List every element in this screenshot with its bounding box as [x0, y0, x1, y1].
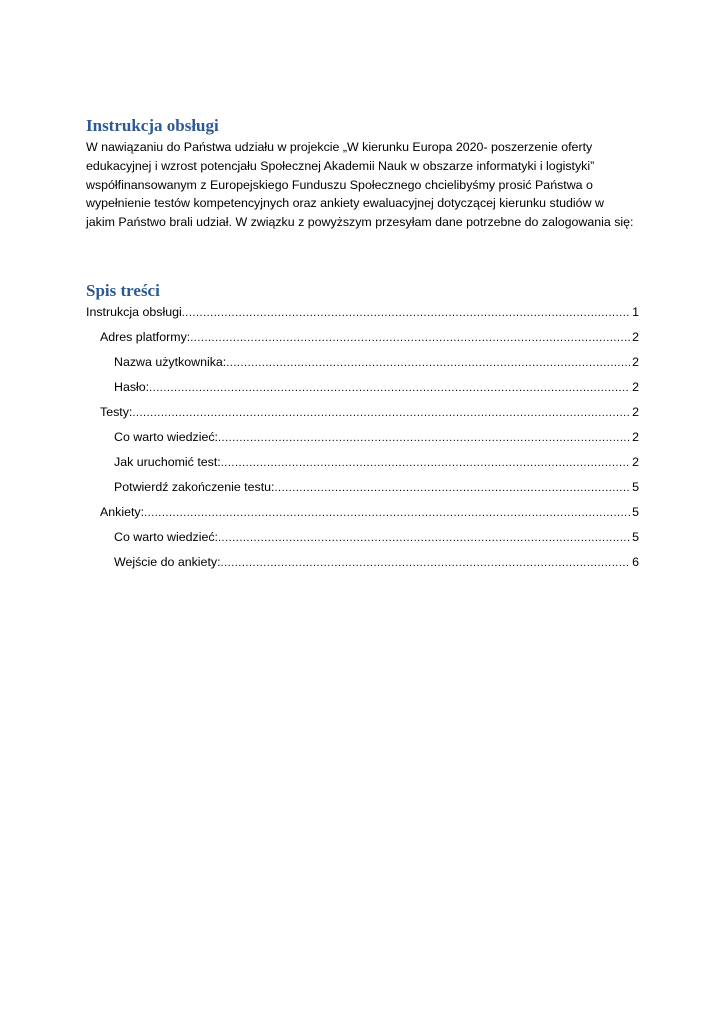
- toc-dot-leader: [218, 429, 630, 447]
- toc-entry-potwierdz-zakonczenie-testu[interactable]: [114, 478, 639, 496]
- toc-entry-co-warto-wiedziec-testy[interactable]: [114, 428, 639, 446]
- toc-dot-leader: [190, 329, 630, 347]
- intro-paragraph: [86, 138, 646, 232]
- toc-page-number: 6: [632, 555, 639, 569]
- toc-dot-leader: [132, 404, 630, 422]
- toc-entry-label: Wejście do ankiety:: [114, 555, 221, 569]
- toc-entry-adres-platformy[interactable]: [100, 328, 639, 346]
- toc-entry-jak-uruchomic-test[interactable]: [114, 453, 639, 471]
- toc-entry-label: Co warto wiedzieć:: [114, 530, 218, 544]
- toc-entry-co-warto-wiedziec-ankiety[interactable]: [114, 528, 639, 546]
- toc-page-number: 2: [632, 380, 639, 394]
- toc-dot-leader: [274, 479, 630, 497]
- intro-line: edukacyjnej i wzrost potencjału Społecznej Akademii Nauk w obszarze informatyki i logistyki”: [86, 158, 595, 173]
- intro-line: wypełnienie testów kompetencyjnych oraz ankiety ewaluacyjnej dotyczącej kierunku studiów w: [86, 196, 604, 211]
- toc-entry-label: Testy:: [100, 405, 133, 419]
- toc-entry-instrukcja-obslugi[interactable]: [86, 303, 639, 321]
- toc-entry-label: Co warto wiedzieć:: [114, 430, 218, 444]
- intro-line: współfinansowanym z Europejskiego Funduszu Społecznego chcielibyśmy prosić Państwa o: [86, 177, 593, 192]
- toc-page-number: 5: [632, 480, 639, 494]
- document-title: Instrukcja obsługi: [86, 116, 219, 135]
- toc-page-number: 5: [632, 505, 639, 519]
- toc-dot-leader: [221, 454, 630, 472]
- toc-entry-nazwa-uzytkownika[interactable]: [114, 353, 639, 371]
- toc-page-number: 1: [632, 305, 639, 319]
- toc-page-number: 5: [632, 530, 639, 544]
- toc-entry-haslo[interactable]: [114, 378, 639, 396]
- toc-dot-leader: [182, 304, 630, 322]
- toc-page-number: 2: [632, 430, 639, 444]
- toc-title: Spis treści: [86, 281, 160, 300]
- toc-page-number: 2: [632, 455, 639, 469]
- toc-entry-label: Adres platformy:: [100, 330, 191, 344]
- toc-entry-label: Hasło:: [114, 380, 150, 394]
- toc-page-number: 2: [632, 355, 639, 369]
- toc-dot-leader: [221, 554, 631, 572]
- toc-dot-leader: [144, 504, 630, 522]
- toc-page-number: 2: [632, 405, 639, 419]
- toc-page-number: 2: [632, 330, 639, 344]
- toc-entry-testy[interactable]: [100, 403, 639, 421]
- toc-entry-label: Nazwa użytkownika:: [114, 355, 227, 369]
- toc-entry-label: Jak uruchomić test:: [114, 455, 221, 469]
- toc-entry-label: Ankiety:: [100, 505, 145, 519]
- toc-entry-ankiety[interactable]: [100, 503, 639, 521]
- toc-entry-wejscie-do-ankiety[interactable]: [114, 553, 639, 571]
- toc-dot-leader: [218, 529, 630, 547]
- intro-line: jakim Państwo brali udział. W związku z powyższym przesyłam dane potrzebne do zalogowania się:: [86, 215, 634, 230]
- toc-entry-label: Instrukcja obsługi: [86, 305, 182, 319]
- intro-line: W nawiązaniu do Państwa udziału w projekcie „W kierunku Europa 2020- poszerzenie oferty: [86, 140, 593, 154]
- toc-dot-leader: [149, 379, 630, 397]
- toc-dot-leader: [226, 354, 630, 372]
- toc-entry-label: Potwierdź zakończenie testu:: [114, 480, 275, 494]
